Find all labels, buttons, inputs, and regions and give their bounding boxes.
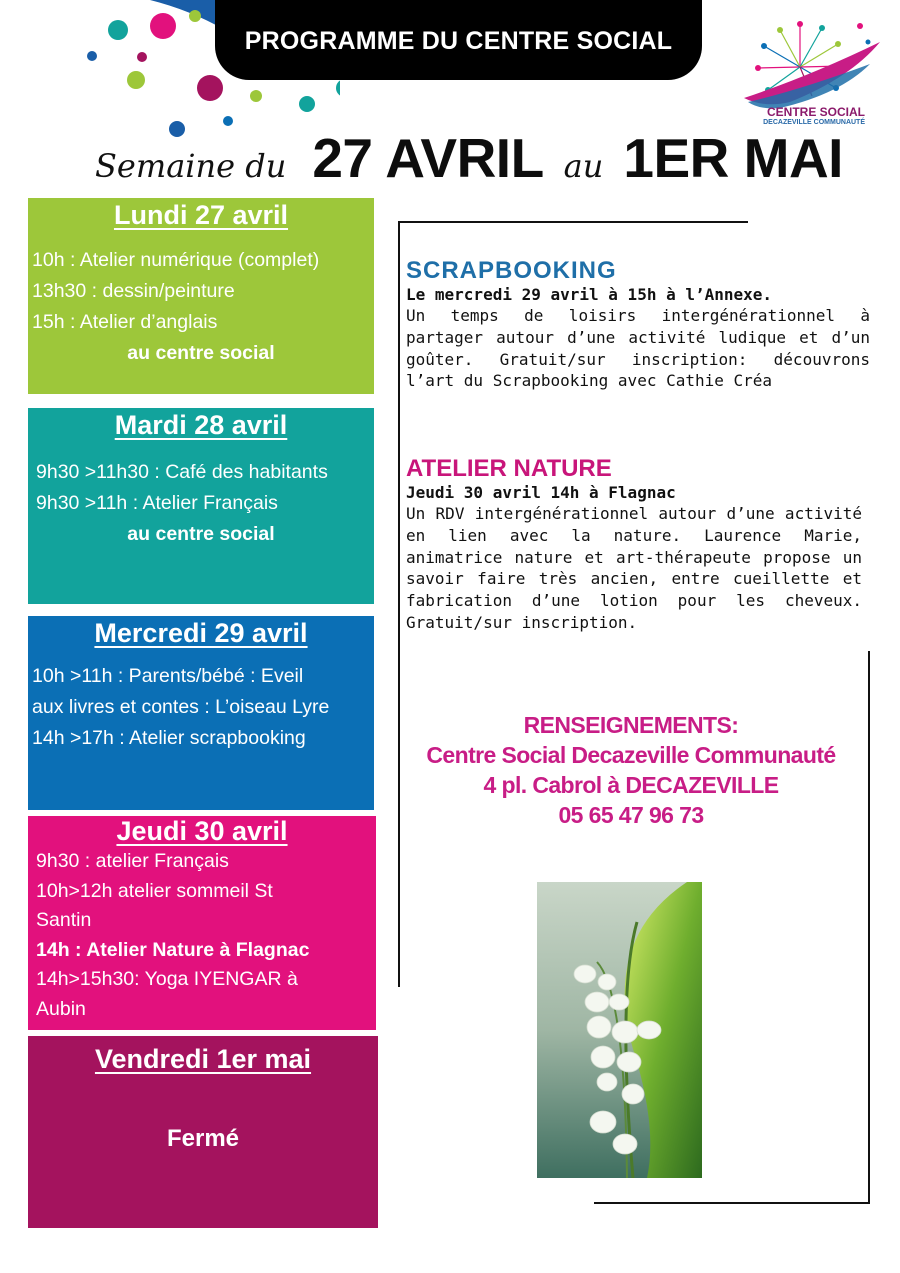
week-connector: au — [563, 147, 604, 185]
event-atelier-nature — [406, 455, 862, 634]
centre-social-logo — [740, 12, 885, 124]
day-card-lundi — [28, 198, 374, 394]
day-title: Lundi 27 avril — [113, 200, 289, 230]
week-start: 27 AVRIL — [312, 127, 544, 189]
logo-subtitle: DECAZEVILLE COMMUNAUTÉ — [763, 119, 865, 126]
frame-line-bottom — [594, 1202, 870, 1204]
day-line-highlight: 14h : Atelier Nature à Flagnac — [36, 938, 310, 961]
day-line: Santin — [36, 909, 92, 931]
frame-line-left — [398, 221, 400, 987]
lily-of-the-valley-photo — [537, 882, 702, 1178]
week-end: 1ER MAI — [623, 127, 843, 189]
day-status: Fermé — [166, 1125, 240, 1152]
day-line: 9h30 : atelier Français — [36, 850, 229, 872]
week-headline — [95, 126, 843, 190]
info-heading: RENSEIGNEMENTS: — [523, 712, 739, 738]
day-line: 9h30 >11h : Atelier Français — [36, 492, 278, 514]
day-card-mardi — [28, 408, 374, 604]
day-line: 14h>15h30: Yoga IYENGAR à — [36, 968, 298, 990]
page-title: PROGRAMME DU CENTRE SOCIAL — [244, 27, 673, 55]
frame-line-right — [868, 651, 870, 1204]
day-line: 10h : Atelier numérique (complet) — [32, 249, 320, 271]
event-body: Un RDV intergénérationnel autour d’une activité en lien avec la nature. Laurence Marie, animatrice nature et art-thérapeute propose un savoir faire très ancien, entre cueillette et fabrication d’une lotion pour les cheveux. Gratuit/sur inscription. — [406, 504, 862, 632]
header-banner — [215, 0, 702, 80]
logo-name: CENTRE SOCIAL — [766, 105, 865, 119]
event-scrapbooking — [406, 257, 870, 392]
event-body: Un temps de loisirs intergénérationnel à partager autour d’une activité ludique et d’un goûter. Gratuit/sur inscription: découvrons l’art du Scrapbooking avec Cathie Créa — [406, 306, 870, 391]
day-location: au centre social — [127, 523, 275, 545]
day-title: Jeudi 30 avril — [116, 816, 288, 846]
day-line: 10h >11h : Parents/bébé : Eveil — [32, 665, 304, 687]
day-line: 10h>12h atelier sommeil St — [36, 879, 273, 902]
day-line: 13h30 : dessin/peinture — [32, 280, 235, 302]
event-title: SCRAPBOOKING — [406, 257, 617, 284]
info-phone: 05 65 47 96 73 — [558, 802, 704, 828]
day-card-jeudi — [28, 816, 376, 1030]
day-card-mercredi — [28, 616, 374, 810]
frame-line-top — [398, 221, 748, 223]
info-organization: Centre Social Decazeville Communauté — [426, 742, 836, 768]
info-address: 4 pl. Cabrol à DECAZEVILLE — [483, 772, 779, 798]
day-title: Mercredi 29 avril — [94, 618, 308, 648]
day-card-vendredi — [28, 1036, 378, 1228]
day-location: au centre social — [127, 342, 275, 364]
week-prefix: Semaine du — [95, 147, 287, 185]
day-line: aux livres et contes : L’oiseau Lyre — [32, 696, 330, 718]
day-line: 15h : Atelier d’anglais — [32, 311, 218, 333]
contact-info — [400, 710, 862, 830]
day-title: Mardi 28 avril — [114, 410, 288, 440]
day-line: 14h >17h : Atelier scrapbooking — [32, 727, 306, 749]
event-subtitle: Jeudi 30 avril 14h à Flagnac — [406, 483, 676, 502]
day-line: Aubin — [36, 997, 86, 1020]
day-title: Vendredi 1er mai — [94, 1044, 312, 1074]
event-subtitle: Le mercredi 29 avril à 15h à l’Annexe. — [406, 285, 773, 304]
event-title: ATELIER NATURE — [406, 455, 612, 482]
day-line: 9h30 >11h30 : Café des habitants — [36, 461, 328, 483]
